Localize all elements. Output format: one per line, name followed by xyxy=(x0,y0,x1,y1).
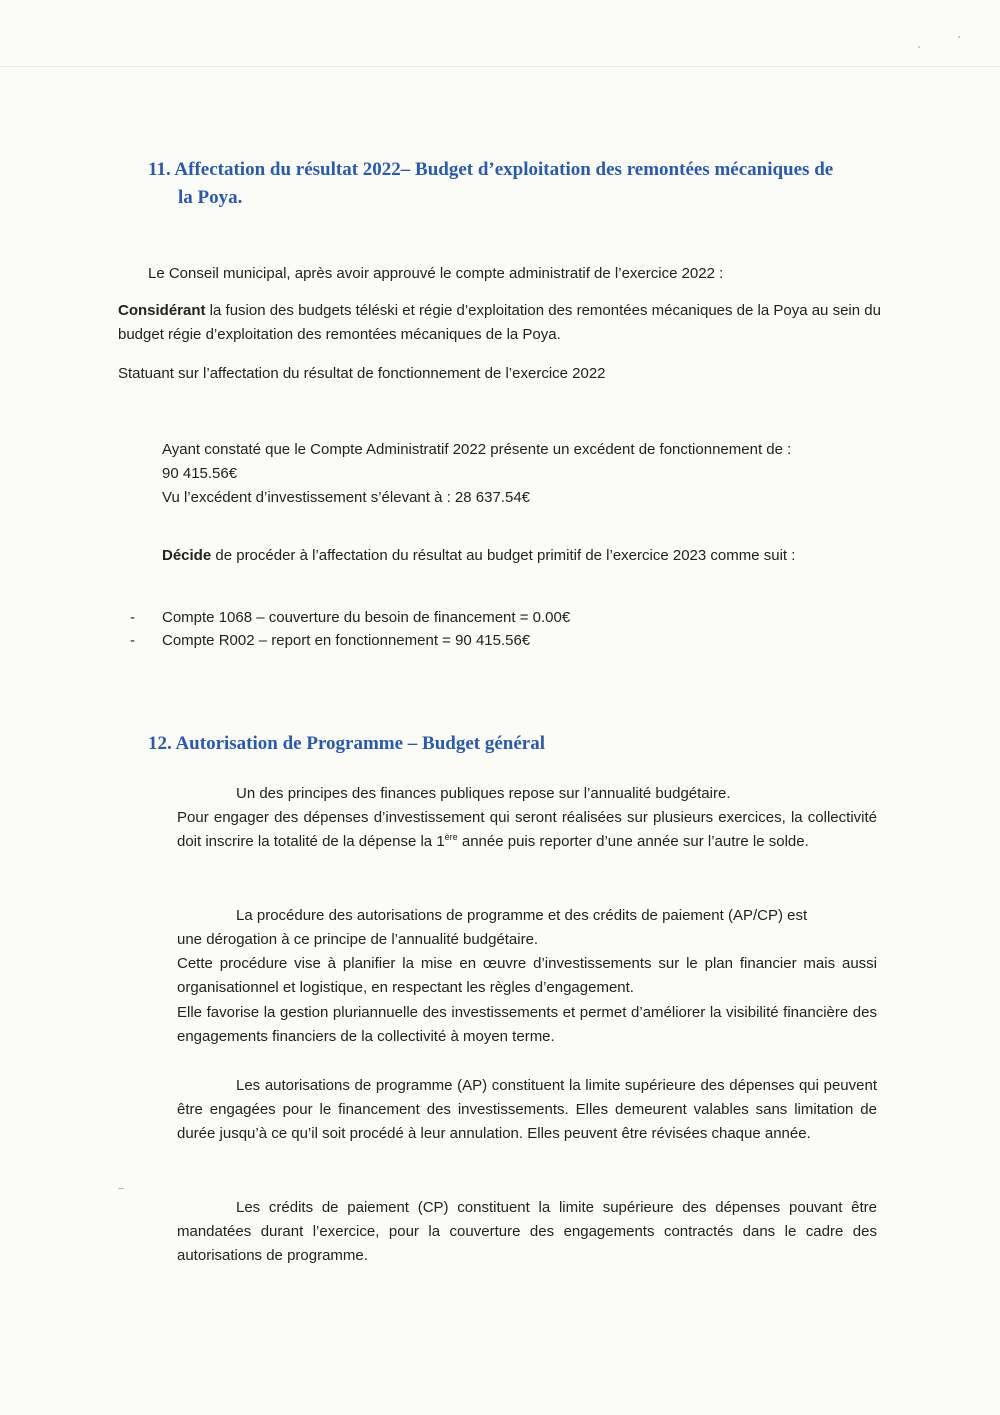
annualite-line: Un des principes des finances publiques repose sur l’annualité budgétaire. xyxy=(236,785,731,802)
section-11-heading-line1: 11. Affectation du résultat 2022– Budget d’exploitation des remontées mécaniques de xyxy=(148,159,834,180)
scan-speck xyxy=(958,36,960,38)
decide-text: de procéder à l’affectation du résultat au budget primitif de l’exercice 2023 comme suit : xyxy=(211,547,796,564)
apcp-line2: une dérogation à ce principe de l’annualité budgétaire. xyxy=(177,931,539,948)
procedure-paragraph: Cette procédure vise à planifier la mise en œuvre d’investissements sur le plan financier mais aussi organisationnel et logistique, en respectant les règles d’engagement. xyxy=(177,955,877,996)
section-11-heading xyxy=(148,156,928,212)
constate-line1: Ayant constaté que le Compte Administratif 2022 présente un excédent de fonctionnement de : xyxy=(162,441,792,458)
scan-speck xyxy=(918,46,920,48)
constate-amount: 90 415.56€ xyxy=(162,465,238,482)
engagement-text-b: année puis reporter d’une année sur l’autre le solde. xyxy=(457,833,809,850)
statuant-paragraph: Statuant sur l’affectation du résultat de fonctionnement de l’exercice 2022 xyxy=(118,365,606,382)
bullet-item-1068: Compte 1068 – couverture du besoin de financement = 0.00€ xyxy=(162,609,571,626)
bullet-item-r002: Compte R002 – report en fonctionnement = 90 415.56€ xyxy=(162,632,531,649)
decide-paragraph xyxy=(162,544,892,568)
vu-investissement: Vu l’excédent d’investissement s’élevant à : 28 637.54€ xyxy=(162,489,531,506)
scan-speck xyxy=(118,1188,124,1189)
decide-label: Décide xyxy=(162,547,212,564)
autorisations-paragraph: Les autorisations de programme (AP) constituent la limite supérieure des dépenses qui peuvent être engagées pour le financement des investissements. Elles demeurent valables sans limitation de durée jusqu’à ce qu’il soit procédé à leur annulation. Elles peuvent être révisées chaque année. xyxy=(177,1077,877,1142)
considerant-text: la fusion des budgets téléski et régie d’exploitation des remontées mécaniques de la Poya au sein du budget régie d’exploitation des remontées mécaniques de la Poya. xyxy=(118,302,881,343)
constate-paragraph xyxy=(162,438,892,510)
considerant-label: Considérant xyxy=(118,302,206,319)
section-12-heading: 12. Autorisation de Programme – Budget général xyxy=(148,733,546,754)
section-11-heading-line2: la Poya. xyxy=(178,187,243,208)
engagement-text-a: Pour engager des dépenses d’investissement qui seront réalisées sur plusieurs exercices, la collectivité doit inscrire la totalité de la dépense la 1 xyxy=(177,809,877,850)
premiere-superscript: ère xyxy=(444,832,458,842)
pluriannuelle-paragraph: Elle favorise la gestion pluriannuelle des investissements et permet d’améliorer la visibilité financière des engagements financiers de la collectivité à moyen terme. xyxy=(177,1004,877,1045)
page-top-edge xyxy=(0,66,1000,67)
considerant-paragraph xyxy=(118,299,888,347)
bullet-marker: - xyxy=(130,609,135,626)
engagement-paragraph xyxy=(177,806,877,854)
section-11-intro: Le Conseil municipal, après avoir approuvé le compte administratif de l’exercice 2022 : xyxy=(148,265,724,282)
apcp-line1: La procédure des autorisations de programme et des crédits de paiement (AP/CP) est xyxy=(236,907,808,924)
credits-paragraph: Les crédits de paiement (CP) constituent la limite supérieure des dépenses pouvant être mandatées durant l’exercice, pour la couverture des engagements contractés dans le cadre des autorisations de programme. xyxy=(177,1199,877,1264)
bullet-marker: - xyxy=(130,632,135,649)
